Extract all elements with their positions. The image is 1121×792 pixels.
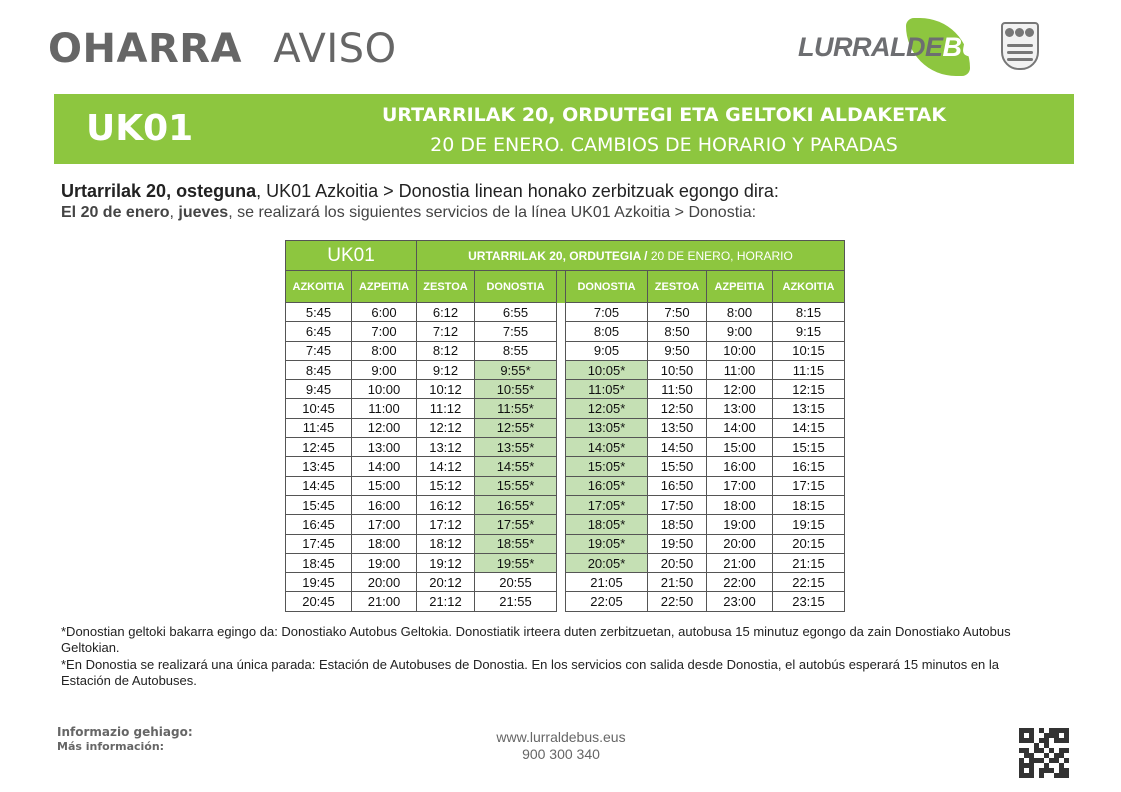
time-cell: 13:45 — [286, 457, 352, 476]
column-header: AZPEITIA — [707, 271, 773, 303]
time-cell: 17:00 — [707, 476, 773, 495]
intro-basque: Urtarrilak 20, osteguna, UK01 Azkoitia > Donostia linean honako zerbitzuak egongo dira: — [61, 181, 779, 201]
time-cell: 17:12 — [417, 515, 475, 534]
timetable-row — [286, 495, 845, 514]
column-header: ZESTOA — [648, 271, 707, 303]
column-header: ZESTOA — [417, 271, 475, 303]
time-cell: 19:45 — [286, 573, 352, 592]
time-cell: 11:50 — [648, 380, 707, 399]
time-cell: 17:05* — [566, 495, 648, 514]
time-cell: 18:00 — [707, 495, 773, 514]
time-cell: 17:00 — [352, 515, 417, 534]
time-cell: 10:12 — [417, 380, 475, 399]
time-cell: 14:55* — [475, 457, 557, 476]
time-cell: 16:00 — [707, 457, 773, 476]
time-cell: 16:45 — [286, 515, 352, 534]
time-cell: 12:50 — [648, 399, 707, 418]
time-cell: 9:12 — [417, 360, 475, 379]
time-cell: 12:15 — [773, 380, 845, 399]
column-gap — [557, 457, 566, 476]
time-cell: 23:00 — [707, 592, 773, 611]
time-cell: 20:12 — [417, 573, 475, 592]
time-cell: 17:55* — [475, 515, 557, 534]
time-cell: 22:00 — [707, 573, 773, 592]
intro-spanish: El 20 de enero, jueves, se realizará los siguientes servicios de la línea UK01 Azkoitia > Donostia: — [61, 204, 757, 221]
timetable-row — [286, 592, 845, 611]
time-cell: 6:45 — [286, 322, 352, 341]
time-cell: 11:55* — [475, 399, 557, 418]
time-cell: 21:15 — [773, 553, 845, 572]
time-cell: 19:00 — [707, 515, 773, 534]
time-cell: 20:15 — [773, 534, 845, 553]
time-cell: 10:15 — [773, 341, 845, 360]
time-cell: 14:12 — [417, 457, 475, 476]
website-link[interactable]: www.lurraldebus.eus — [496, 729, 626, 745]
time-cell: 21:00 — [352, 592, 417, 611]
time-cell: 21:05 — [566, 573, 648, 592]
column-gap — [557, 438, 566, 457]
time-cell: 15:45 — [286, 495, 352, 514]
column-header: DONOSTIA — [566, 271, 648, 303]
time-cell: 10:55* — [475, 380, 557, 399]
time-cell: 8:50 — [648, 322, 707, 341]
time-cell: 11:00 — [707, 360, 773, 379]
column-gap — [557, 418, 566, 437]
time-cell: 19:55* — [475, 553, 557, 572]
logo-text: LURRALDE — [798, 32, 943, 62]
column-gap — [557, 341, 566, 360]
time-cell: 21:00 — [707, 553, 773, 572]
time-cell: 13:12 — [417, 438, 475, 457]
time-cell: 7:12 — [417, 322, 475, 341]
time-cell: 20:05* — [566, 553, 648, 572]
time-cell: 21:12 — [417, 592, 475, 611]
time-cell: 9:15 — [773, 322, 845, 341]
time-cell: 15:50 — [648, 457, 707, 476]
time-cell: 7:00 — [352, 322, 417, 341]
time-cell: 5:45 — [286, 303, 352, 322]
column-gap — [557, 380, 566, 399]
time-cell: 20:00 — [707, 534, 773, 553]
time-cell: 15:00 — [707, 438, 773, 457]
timetable-line-code: UK01 — [286, 241, 417, 271]
time-cell: 6:55 — [475, 303, 557, 322]
lurraldebus-logo — [796, 18, 999, 76]
time-cell: 12:12 — [417, 418, 475, 437]
time-cell: 6:12 — [417, 303, 475, 322]
column-gap — [557, 592, 566, 611]
time-cell: 16:15 — [773, 457, 845, 476]
gipuzkoa-shield-icon — [1001, 22, 1039, 70]
time-cell: 22:15 — [773, 573, 845, 592]
time-cell: 20:55 — [475, 573, 557, 592]
time-cell: 19:05* — [566, 534, 648, 553]
time-cell: 14:05* — [566, 438, 648, 457]
time-cell: 16:05* — [566, 476, 648, 495]
time-cell: 18:45 — [286, 553, 352, 572]
time-cell: 14:50 — [648, 438, 707, 457]
time-cell: 7:45 — [286, 341, 352, 360]
title-basque: OHARRA — [48, 26, 242, 72]
time-cell: 19:00 — [352, 553, 417, 572]
timetable-row — [286, 303, 845, 322]
time-cell: 15:55* — [475, 476, 557, 495]
timetable — [285, 240, 845, 612]
time-cell: 20:00 — [352, 573, 417, 592]
time-cell: 18:50 — [648, 515, 707, 534]
time-cell: 19:15 — [773, 515, 845, 534]
time-cell: 8:45 — [286, 360, 352, 379]
time-cell: 10:00 — [707, 341, 773, 360]
column-gap — [557, 495, 566, 514]
timetable-title: URTARRILAK 20, ORDUTEGIA / 20 DE ENERO, HORARIO — [417, 241, 845, 271]
time-cell: 14:15 — [773, 418, 845, 437]
more-info-spanish: Más información: — [57, 740, 165, 753]
timetable-row — [286, 418, 845, 437]
logo-text-accent: BUS — [942, 32, 999, 62]
time-cell: 19:12 — [417, 553, 475, 572]
time-cell: 12:00 — [707, 380, 773, 399]
column-gap — [557, 553, 566, 572]
time-cell: 16:12 — [417, 495, 475, 514]
column-gap — [557, 515, 566, 534]
time-cell: 9:00 — [352, 360, 417, 379]
time-cell: 16:50 — [648, 476, 707, 495]
time-cell: 18:55* — [475, 534, 557, 553]
time-cell: 8:15 — [773, 303, 845, 322]
header-banner — [54, 94, 1074, 164]
time-cell: 17:15 — [773, 476, 845, 495]
time-cell: 18:15 — [773, 495, 845, 514]
timetable-row — [286, 553, 845, 572]
time-cell: 16:00 — [352, 495, 417, 514]
timetable-row — [286, 534, 845, 553]
time-cell: 13:15 — [773, 399, 845, 418]
time-cell: 17:45 — [286, 534, 352, 553]
time-cell: 11:12 — [417, 399, 475, 418]
timetable-row — [286, 457, 845, 476]
timetable-row — [286, 438, 845, 457]
timetable-row — [286, 515, 845, 534]
time-cell: 12:05* — [566, 399, 648, 418]
time-cell: 7:55 — [475, 322, 557, 341]
time-cell: 10:00 — [352, 380, 417, 399]
column-gap — [557, 476, 566, 495]
time-cell: 7:05 — [566, 303, 648, 322]
time-cell: 8:12 — [417, 341, 475, 360]
time-cell: 23:15 — [773, 592, 845, 611]
time-cell: 10:45 — [286, 399, 352, 418]
time-cell: 11:15 — [773, 360, 845, 379]
time-cell: 18:12 — [417, 534, 475, 553]
timetable-row — [286, 380, 845, 399]
time-cell: 9:05 — [566, 341, 648, 360]
time-cell: 21:55 — [475, 592, 557, 611]
footnote-basque: *Donostian geltoki bakarra egingo da: Donostiako Autobus Geltokia. Donostiatik irteera duten zerbitzuetan, autobusa 15 minutuz egongo da zain Donostiako Autobus Geltokian. — [61, 624, 1011, 655]
time-cell: 18:05* — [566, 515, 648, 534]
column-gap — [557, 303, 566, 322]
time-cell: 9:55* — [475, 360, 557, 379]
time-cell: 19:50 — [648, 534, 707, 553]
time-cell: 8:55 — [475, 341, 557, 360]
time-cell: 13:05* — [566, 418, 648, 437]
column-header: DONOSTIA — [475, 271, 557, 303]
time-cell: 20:50 — [648, 553, 707, 572]
time-cell: 9:45 — [286, 380, 352, 399]
time-cell: 11:05* — [566, 380, 648, 399]
time-cell: 8:05 — [566, 322, 648, 341]
column-gap — [557, 271, 566, 303]
more-info-basque: Informazio gehiago: — [57, 725, 193, 739]
time-cell: 16:55* — [475, 495, 557, 514]
timetable-row — [286, 360, 845, 379]
time-cell: 14:45 — [286, 476, 352, 495]
column-gap — [557, 322, 566, 341]
time-cell: 22:05 — [566, 592, 648, 611]
time-cell: 15:00 — [352, 476, 417, 495]
time-cell: 14:00 — [707, 418, 773, 437]
time-cell: 7:50 — [648, 303, 707, 322]
banner-title-spanish: 20 DE ENERO. CAMBIOS DE HORARIO Y PARADAS — [430, 134, 898, 156]
timetable-row — [286, 341, 845, 360]
time-cell: 8:00 — [707, 303, 773, 322]
timetable-row — [286, 322, 845, 341]
timetable-row — [286, 573, 845, 592]
time-cell: 15:12 — [417, 476, 475, 495]
time-cell: 13:00 — [707, 399, 773, 418]
time-cell: 17:50 — [648, 495, 707, 514]
time-cell: 22:50 — [648, 592, 707, 611]
phone-number: 900 300 340 — [522, 746, 600, 762]
time-cell: 18:00 — [352, 534, 417, 553]
time-cell: 8:00 — [352, 341, 417, 360]
column-gap — [557, 399, 566, 418]
time-cell: 12:00 — [352, 418, 417, 437]
time-cell: 15:05* — [566, 457, 648, 476]
time-cell: 10:05* — [566, 360, 648, 379]
footnotes — [61, 624, 1041, 690]
time-cell: 21:50 — [648, 573, 707, 592]
column-header: AZKOITIA — [773, 271, 845, 303]
time-cell: 13:50 — [648, 418, 707, 437]
time-cell: 9:50 — [648, 341, 707, 360]
time-cell: 6:00 — [352, 303, 417, 322]
title-spanish: AVISO — [273, 26, 397, 72]
time-cell: 20:45 — [286, 592, 352, 611]
line-code: UK01 — [86, 108, 194, 149]
timetable-row — [286, 399, 845, 418]
column-gap — [557, 573, 566, 592]
banner-title-basque: URTARRILAK 20, ORDUTEGI ETA GELTOKI ALDAKETAK — [381, 104, 947, 126]
column-gap — [557, 534, 566, 553]
time-cell: 10:50 — [648, 360, 707, 379]
page-title — [48, 26, 397, 72]
time-cell: 11:00 — [352, 399, 417, 418]
time-cell: 13:55* — [475, 438, 557, 457]
time-cell: 15:15 — [773, 438, 845, 457]
column-header: AZKOITIA — [286, 271, 352, 303]
time-cell: 11:45 — [286, 418, 352, 437]
time-cell: 13:00 — [352, 438, 417, 457]
timetable-row — [286, 476, 845, 495]
column-gap — [557, 360, 566, 379]
time-cell: 14:00 — [352, 457, 417, 476]
qr-code-icon[interactable] — [1019, 728, 1069, 778]
footnote-spanish: *En Donostia se realizará una única parada: Estación de Autobuses de Donostia. En los servicios con salida desde Donostia, el autobús esperará 15 minutos en la Estación de Autobuses. — [61, 657, 1000, 688]
time-cell: 12:55* — [475, 418, 557, 437]
time-cell: 9:00 — [707, 322, 773, 341]
column-header: AZPEITIA — [352, 271, 417, 303]
time-cell: 12:45 — [286, 438, 352, 457]
